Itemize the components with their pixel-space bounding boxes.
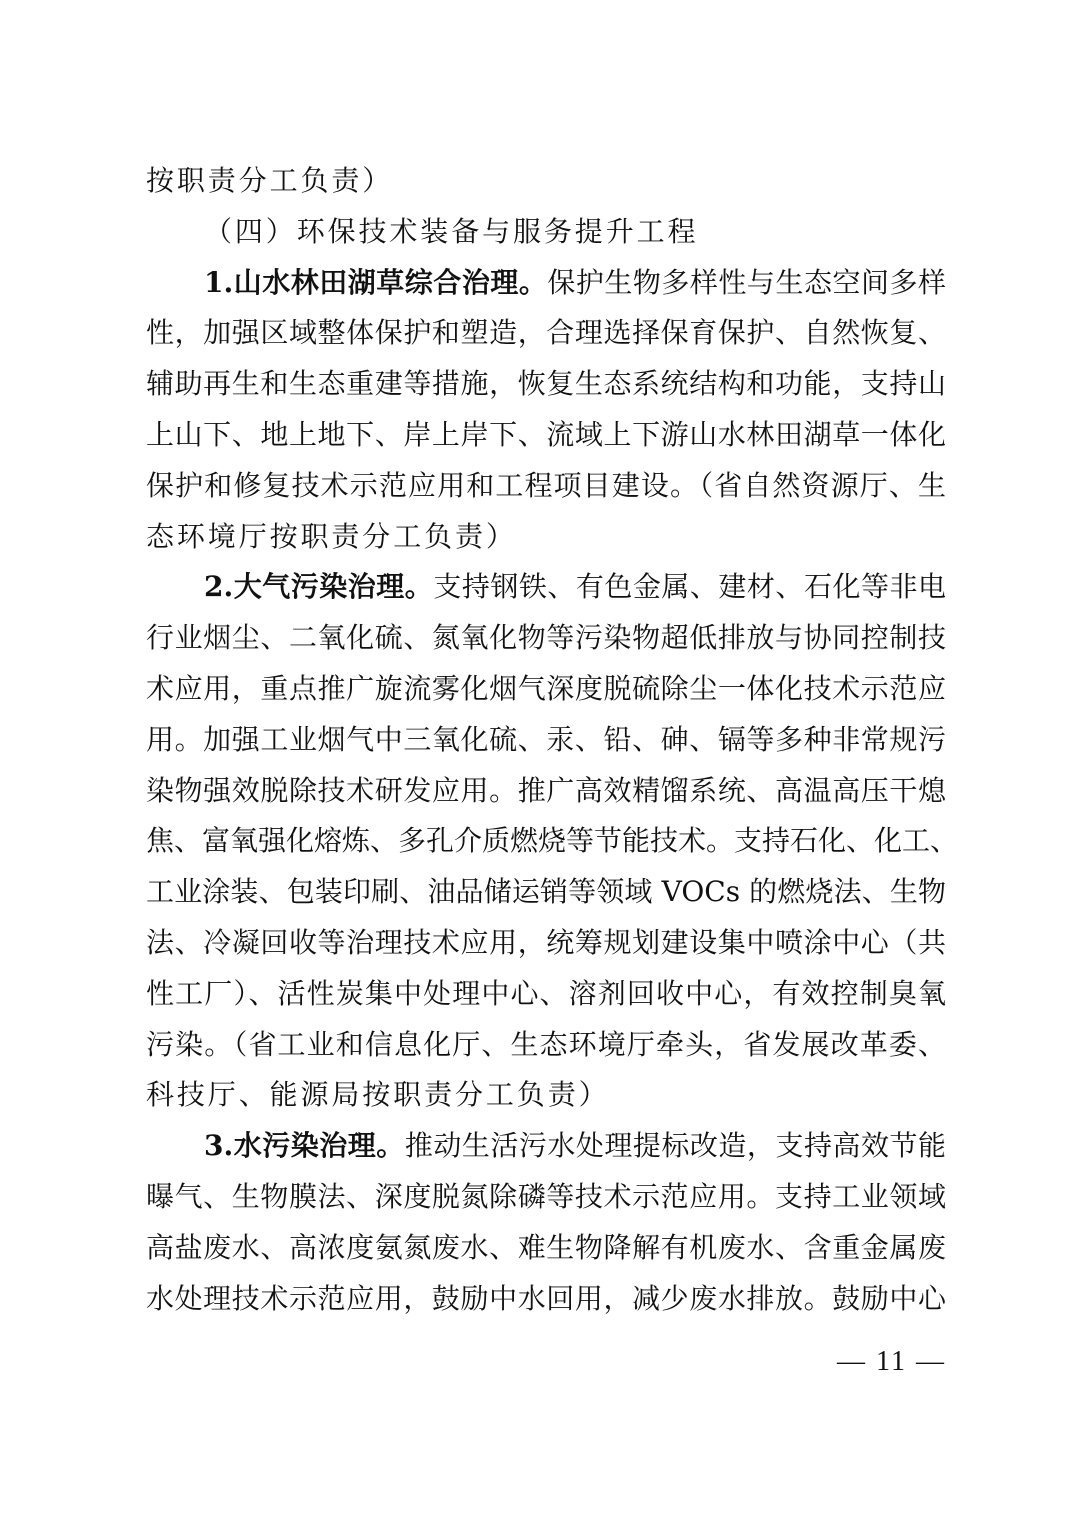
paragraph-lead-line <box>146 258 946 309</box>
item-text: 推动生活污水处理提标改造，支持高效节能 <box>404 1129 946 1163</box>
text-line: 性，加强区域整体保护和塑造，合理选择保育保护、自然恢复、 <box>146 316 946 350</box>
text-line: 焦、富氧强化熔炼、多孔介质燃烧等节能技术。支持石化、化工、 <box>146 824 959 858</box>
text-line: 态环境厅按职责分工负责） <box>146 519 517 553</box>
section-heading: （四）环保技术装备与服务提升工程 <box>204 214 699 248</box>
text-line: 保护和修复技术示范应用和工程项目建设。（省自然资源厅、生 <box>146 468 946 502</box>
item-title: 3.水污染治理。 <box>204 1129 405 1163</box>
text-line: 行业烟尘、二氧化硫、氮氧化物等污染物超低排放与协同控制技 <box>146 621 946 655</box>
item-text: 保护生物多样性与生态空间多样 <box>547 265 946 299</box>
text-line: 污染。（省工业和信息化厅、生态环境厅牵头，省发展改革委、 <box>146 1027 946 1061</box>
text-line: 性工厂）、活性炭集中处理中心、溶剂回收中心，有效控制臭氧 <box>146 976 946 1010</box>
text-line: 水处理技术示范应用，鼓励中水回用，减少废水排放。鼓励中心 <box>146 1281 946 1315</box>
item-title: 1.山水林田湖草综合治理。 <box>204 265 548 299</box>
paragraph-lead-line <box>146 562 946 613</box>
text-line: 辅助再生和生态重建等措施，恢复生态系统结构和功能，支持山 <box>146 367 946 401</box>
page-number: — 11 — <box>837 1346 946 1377</box>
text-line: 上山下、地上地下、岸上岸下、流域上下游山水林田湖草一体化 <box>146 417 946 451</box>
text-line: 工业涂装、包装印刷、油品储运销等领域 VOCs 的燃烧法、生物 <box>146 875 946 909</box>
document-body <box>146 156 959 1324</box>
text-line: 用。加强工业烟气中三氧化硫、汞、铅、砷、镉等多种非常规污 <box>146 722 946 756</box>
item-text: 支持钢铁、有色金属、建材、石化等非电 <box>433 570 946 604</box>
text-line: 按职责分工负责） <box>146 164 394 197</box>
text-line: 染物强效脱除技术研发应用。推广高效精馏系统、高温高压干熄 <box>146 773 946 807</box>
text-line: 科技厅、能源局按职责分工负责） <box>146 1078 610 1112</box>
text-line: 高盐废水、高浓度氨氮废水、难生物降解有机废水、含重金属废 <box>146 1230 946 1264</box>
text-line: 曝气、生物膜法、深度脱氮除磷等技术示范应用。支持工业领域 <box>146 1179 946 1213</box>
paragraph-lead-line <box>146 1121 946 1172</box>
item-title: 2.大气污染治理。 <box>204 570 434 604</box>
text-line: 法、冷凝回收等治理技术应用，统筹规划建设集中喷涂中心（共 <box>146 925 946 959</box>
text-line: 术应用，重点推广旋流雾化烟气深度脱硫除尘一体化技术示范应 <box>146 671 946 705</box>
